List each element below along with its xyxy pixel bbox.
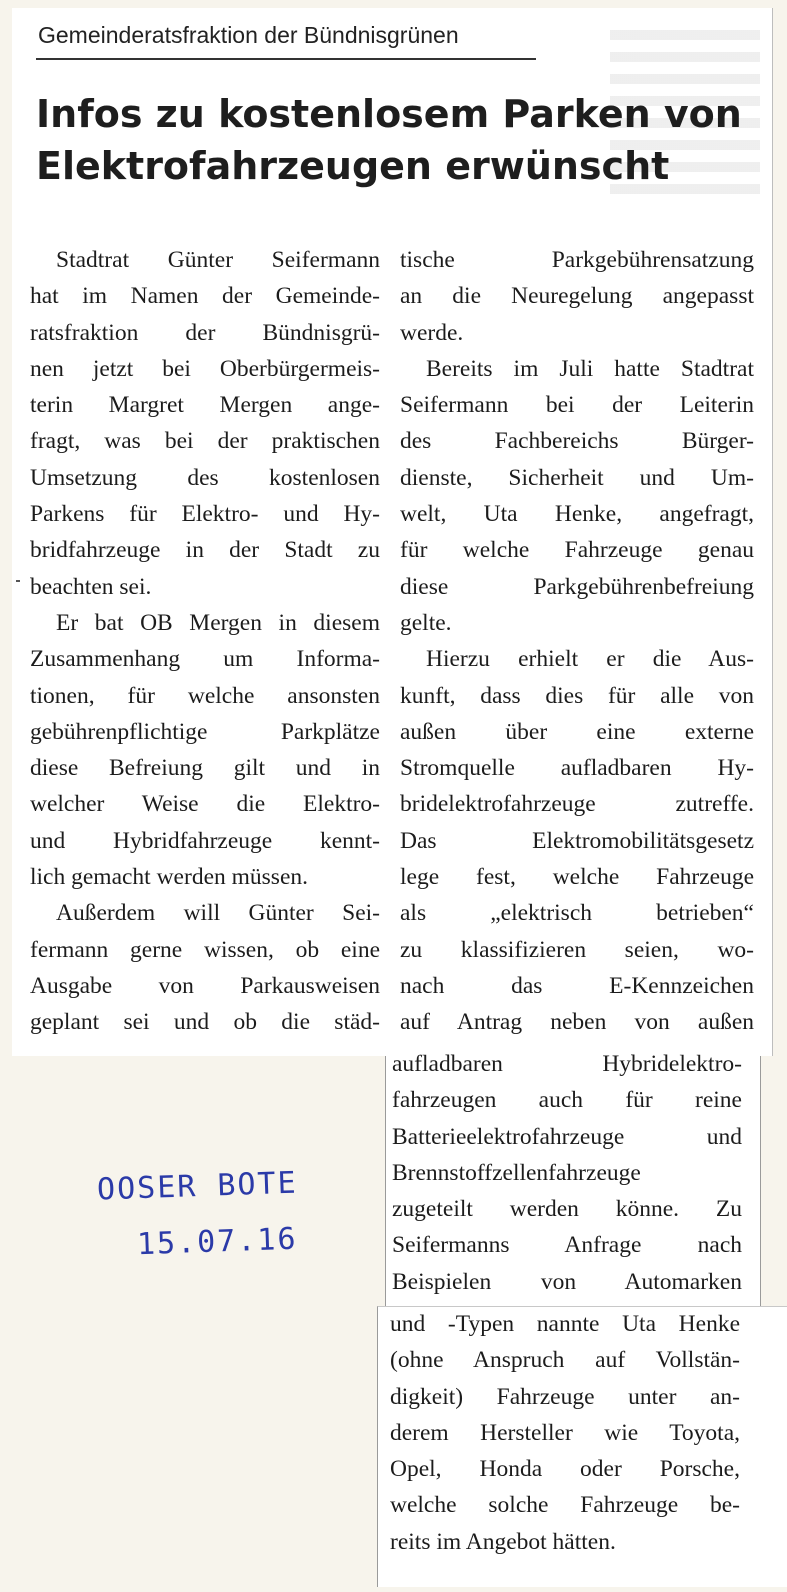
- text-line: welcher Weise die Elektro-: [30, 791, 380, 818]
- paragraph: [400, 242, 754, 351]
- handwritten-date: 15.07.16: [136, 1221, 299, 1263]
- text-line: Ausgabe von Parkausweisen: [30, 972, 380, 999]
- article-column-left: [30, 242, 380, 1041]
- paragraph: [400, 351, 754, 641]
- text-line: auf Antrag neben von außen: [400, 1009, 754, 1036]
- text-line: als „elektrisch betrieben“: [400, 900, 754, 927]
- text-line: Hierzu erhielt er die Aus-: [426, 646, 754, 673]
- text-line: und Hybridfahrzeuge kennt-: [30, 827, 380, 854]
- text-line: für welche Fahrzeuge genau: [400, 537, 754, 564]
- text-line: Stadtrat Günter Seifermann: [56, 247, 380, 273]
- text-line: Er bat OB Mergen in diesem: [56, 609, 380, 636]
- text-line: dienste, Sicherheit und Um-: [400, 464, 754, 491]
- text-line: Umsetzung des kostenlosen: [30, 464, 380, 491]
- text-line: diese Befreiung gilt und in: [30, 755, 380, 782]
- text-line: nach das E-Kennzeichen: [400, 972, 754, 999]
- text-line: welt, Uta Henke, angefragt,: [400, 501, 754, 528]
- text-line: Bereits im Juli hatte Stadtrat: [426, 355, 754, 382]
- paragraph: [392, 1046, 742, 1300]
- text-line: Brennstoffzellenfahrzeuge: [392, 1159, 641, 1186]
- paragraph: [30, 605, 380, 895]
- text-line: lich gemacht werden müssen.: [30, 864, 308, 891]
- text-line: fragt, was bei der praktischen: [30, 428, 380, 455]
- text-line: digkeit) Fahrzeuge unter an-: [390, 1383, 740, 1410]
- text-line: Das Elektromobilitätsgesetz: [400, 827, 754, 854]
- text-line: Außerdem will Günter Sei-: [56, 900, 380, 927]
- text-line: (ohne Anspruch auf Vollstän-: [390, 1347, 740, 1374]
- kicker-rule: [36, 58, 536, 60]
- handwritten-source: OOSER BOTE: [96, 1165, 299, 1208]
- text-line: außen über eine externe: [400, 718, 754, 745]
- text-line: Parkens für Elektro- und Hy-: [30, 501, 380, 528]
- article-column-right: [400, 242, 754, 1041]
- text-line: fermann gerne wissen, ob eine: [30, 936, 380, 963]
- headline-line: Elektrofahrzeugen erwünscht: [36, 144, 670, 188]
- text-line: welche solche Fahrzeuge be-: [390, 1492, 740, 1519]
- text-line: diese Parkgebührenbefreiung: [400, 573, 754, 600]
- paragraph: [30, 242, 380, 605]
- article-continuation-2: [390, 1306, 740, 1560]
- text-line: tionen, für welche ansonsten: [30, 682, 380, 709]
- text-line: Seifermann bei der Leiterin: [400, 392, 754, 419]
- text-line: ratsfraktion der Bündnisgrü-: [30, 319, 380, 346]
- text-line: gebührenpflichtige Parkplätze: [30, 718, 380, 745]
- text-line: kunft, dass dies für alle von: [400, 682, 754, 709]
- text-line: geplant sei und ob die städ-: [30, 1009, 380, 1036]
- article-continuation-1: [392, 1046, 742, 1300]
- text-line: zugeteilt werden könne. Zu: [392, 1196, 742, 1223]
- text-line: aufladbaren Hybridelektro-: [392, 1051, 742, 1077]
- text-line: des Fachbereichs Bürger-: [400, 428, 754, 455]
- text-line: Zusammenhang um Informa-: [30, 646, 380, 673]
- text-line: nen jetzt bei Oberbürgermeis-: [30, 355, 380, 382]
- paper-speck: [16, 580, 20, 582]
- text-line: fahrzeugen auch für reine: [392, 1087, 742, 1114]
- text-line: reits im Angebot hätten.: [390, 1528, 616, 1555]
- text-line: Beispielen von Automarken: [392, 1268, 742, 1295]
- text-line: werde.: [400, 319, 464, 346]
- text-line: bridelektrofahrzeuge zutreffe.: [400, 791, 754, 818]
- text-line: derem Hersteller wie Toyota,: [390, 1419, 740, 1446]
- text-line: terin Margret Mergen ange-: [30, 392, 380, 419]
- text-line: Seifermanns Anfrage nach: [392, 1232, 742, 1259]
- text-line: hat im Namen der Gemeinde-: [30, 283, 380, 310]
- text-line: und -Typen nannte Uta Henke: [390, 1311, 740, 1337]
- paragraph: [390, 1306, 740, 1560]
- text-line: Opel, Honda oder Porsche,: [390, 1456, 740, 1483]
- text-line: gelte.: [400, 609, 452, 636]
- text-line: Stromquelle aufladbaren Hy-: [400, 755, 754, 782]
- headline-line: Infos zu kostenlosem Parken von: [36, 92, 742, 136]
- text-line: Batterieelektrofahrzeuge und: [392, 1123, 742, 1150]
- text-line: an die Neuregelung angepasst: [400, 283, 754, 310]
- text-line: bridfahrzeuge in der Stadt zu: [30, 537, 380, 564]
- text-line: tische Parkgebührensatzung: [400, 247, 754, 273]
- handwritten-note: [96, 1153, 360, 1274]
- text-line: zu klassifizieren seien, wo-: [400, 936, 754, 963]
- kicker: Gemeinderatsfraktion der Bündnisgrünen: [38, 22, 459, 48]
- headline: [36, 88, 756, 192]
- paragraph: [30, 895, 380, 1040]
- paragraph: [400, 641, 754, 1040]
- text-line: lege fest, welche Fahrzeuge: [400, 864, 754, 891]
- text-line: beachten sei.: [30, 573, 152, 600]
